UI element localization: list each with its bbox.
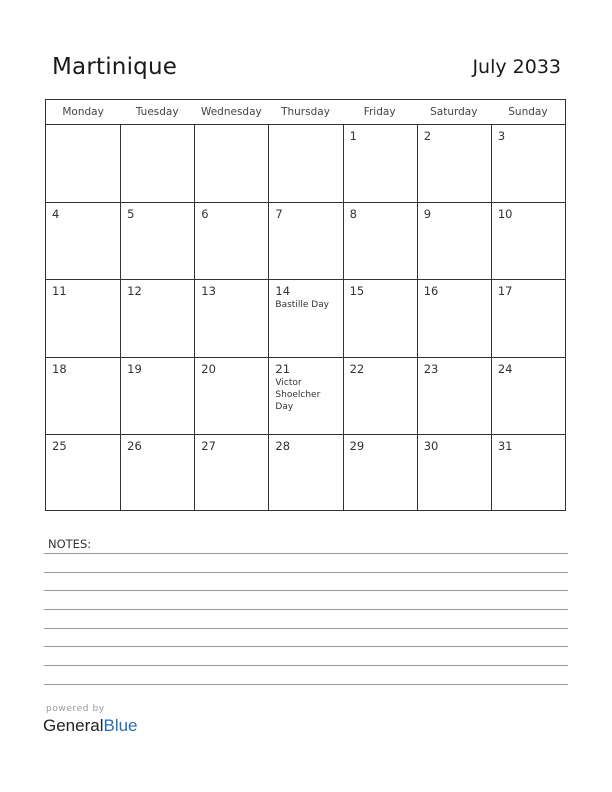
day-cell: [120, 280, 194, 356]
day-cell: [194, 280, 268, 356]
note-line: [44, 684, 568, 685]
note-line: [44, 553, 568, 554]
day-number: 11: [52, 284, 67, 299]
day-cell: [491, 435, 565, 511]
holiday-label: Victor Shoelcher Day: [275, 377, 321, 412]
day-number: 8: [349, 207, 357, 222]
day-number: 19: [127, 361, 142, 376]
day-cell: [491, 280, 565, 356]
day-cell: [268, 280, 342, 356]
day-number: 29: [349, 438, 365, 453]
day-cell: [343, 358, 417, 434]
day-cell: [343, 280, 417, 356]
day-number: 4: [52, 207, 60, 222]
weekday-monday: Monday: [62, 106, 104, 118]
day-cell: [343, 435, 417, 511]
note-line: [44, 665, 568, 666]
generalblue-logo: [43, 716, 138, 736]
month-year-title: July 2033: [472, 56, 561, 78]
day-cell: [120, 203, 194, 279]
day-number: 12: [127, 284, 142, 299]
day-cell: [268, 358, 342, 434]
day-number: 16: [423, 284, 439, 299]
day-cell: [417, 435, 491, 511]
day-cell: [491, 358, 565, 434]
logo-blue-text: Blue: [103, 716, 138, 735]
day-cell: [417, 358, 491, 434]
day-cell: [417, 280, 491, 356]
day-cell: [268, 203, 342, 279]
day-number: 20: [201, 361, 216, 376]
note-line: [44, 590, 568, 591]
day-cell: [46, 358, 120, 434]
day-number: 13: [201, 284, 216, 299]
day-number: 28: [275, 438, 291, 453]
day-number: 14: [275, 284, 291, 299]
weekday-sunday: Sunday: [508, 106, 548, 118]
weekday-saturday: Saturday: [430, 106, 478, 118]
day-cell: [491, 203, 565, 279]
day-number: 27: [201, 438, 216, 453]
day-cell: [268, 435, 342, 511]
day-number: 7: [275, 207, 283, 222]
logo-general-text: General: [43, 716, 104, 735]
day-number: 30: [423, 438, 439, 453]
day-number: 2: [423, 129, 432, 143]
country-title: Martinique: [52, 54, 178, 80]
powered-by-text: powered by: [46, 704, 105, 714]
day-cell: [343, 203, 417, 279]
day-cell: [343, 125, 417, 202]
day-cell: [194, 203, 268, 279]
day-cell: [120, 125, 194, 202]
week-row: [46, 279, 565, 356]
day-cell: [491, 125, 565, 202]
day-cell: [417, 203, 491, 279]
note-line: [44, 628, 568, 629]
day-number: 24: [497, 361, 513, 376]
notes-label: NOTES:: [48, 537, 92, 551]
day-cell: [120, 435, 194, 511]
day-number: 5: [127, 207, 135, 222]
weekday-wednesday: Wednesday: [200, 106, 262, 118]
weekday-header-row: [46, 100, 565, 125]
calendar-weeks: [46, 125, 565, 511]
day-cell: [268, 125, 342, 202]
holiday-label: Bastille Day: [275, 300, 329, 311]
note-line: [44, 572, 568, 573]
day-number: 31: [497, 438, 513, 453]
day-cell: [46, 435, 120, 511]
note-line: [44, 646, 568, 647]
day-number: 25: [52, 438, 67, 453]
day-cell: [194, 358, 268, 434]
day-cell: [46, 280, 120, 356]
day-number: 21: [275, 361, 291, 376]
weekday-tuesday: Tuesday: [135, 106, 179, 118]
week-row: [46, 357, 565, 434]
week-row: [46, 202, 565, 279]
day-cell: [194, 435, 268, 511]
day-number: 26: [127, 438, 142, 453]
day-cell: [46, 125, 120, 202]
day-number: 17: [497, 284, 513, 299]
day-number: 6: [201, 207, 209, 222]
day-number: 23: [423, 361, 439, 376]
day-number: 3: [497, 129, 506, 143]
day-number: 10: [497, 207, 513, 222]
day-cell: [417, 125, 491, 202]
day-number: 15: [349, 284, 365, 299]
day-number: 1: [349, 129, 357, 143]
note-line: [44, 609, 568, 610]
calendar-grid: [45, 99, 566, 511]
day-cell: [46, 203, 120, 279]
day-number: 9: [423, 207, 432, 222]
week-row: [46, 125, 565, 202]
day-cell: [120, 358, 194, 434]
weekday-thursday: Thursday: [281, 106, 330, 118]
day-number: 22: [349, 361, 365, 376]
day-number: 18: [52, 361, 67, 376]
day-cell: [194, 125, 268, 202]
weekday-friday: Friday: [363, 106, 396, 118]
week-row: [46, 434, 565, 511]
